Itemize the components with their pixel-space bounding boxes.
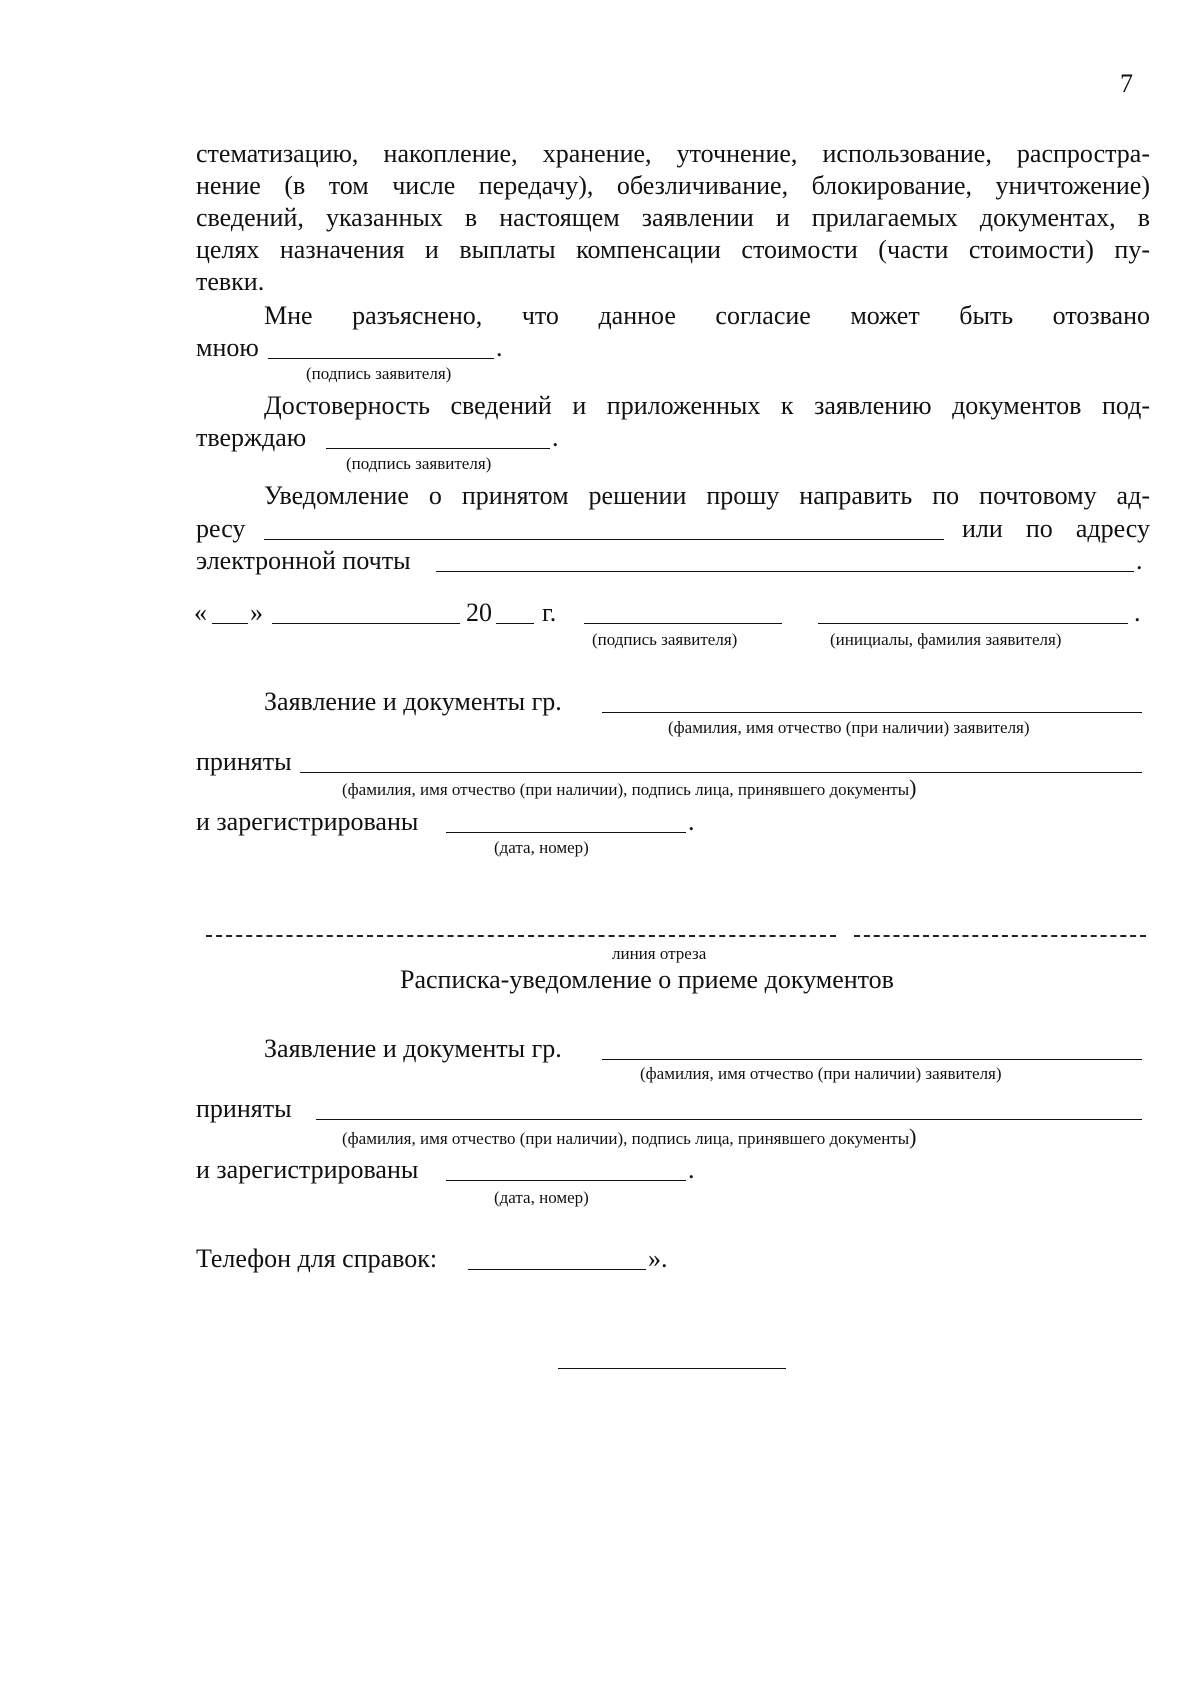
top-registered-period: . <box>688 807 695 836</box>
confirm-signature-field[interactable] <box>326 448 550 449</box>
bottom-registered-label: и зарегистрированы <box>196 1155 419 1184</box>
consent-line-1: стематизацию, накопление, хранение, уточнение, использование, распростра- <box>196 139 1150 168</box>
date-signature-field[interactable] <box>584 623 782 624</box>
top-registered-label: и зарегистрированы <box>196 807 419 836</box>
confirm-signature-caption: (подпись заявителя) <box>346 454 492 473</box>
bottom-date-caption: (дата, номер) <box>494 1188 589 1207</box>
notice-email-prefix: электронной почты <box>196 546 411 575</box>
cut-line-left <box>206 935 836 937</box>
revoke-line-1: Мне разъяснено, что данное согласие может быть отозвано <box>264 301 1150 330</box>
phone-label: Телефон для справок: <box>196 1244 438 1273</box>
receipt-title: Расписка-уведомление о приеме документов <box>400 965 894 994</box>
revoke-prefix: мною <box>196 333 259 362</box>
top-docs-label: Заявление и документы гр. <box>264 687 562 716</box>
confirm-prefix: тверждаю <box>196 423 307 452</box>
closing-rule <box>558 1368 786 1369</box>
top-applicant-field[interactable] <box>602 712 1142 713</box>
revoke-signature-field[interactable] <box>268 358 494 359</box>
revoke-period: . <box>496 333 503 362</box>
bottom-docs-label: Заявление и документы гр. <box>264 1034 562 1063</box>
postal-address-field[interactable] <box>264 539 944 540</box>
phone-suffix: ». <box>648 1244 668 1273</box>
bottom-registered-period: . <box>688 1155 695 1184</box>
bottom-accepted-label: приняты <box>196 1094 292 1123</box>
date-year-prefix: 20 <box>466 598 492 627</box>
phone-field[interactable] <box>468 1269 646 1270</box>
date-year-suffix: г. <box>542 598 557 627</box>
bottom-applicant-field[interactable] <box>602 1059 1142 1060</box>
top-registration-field[interactable] <box>446 832 686 833</box>
date-row-period: . <box>1134 598 1141 627</box>
confirm-period: . <box>552 423 559 452</box>
date-year-field[interactable] <box>496 623 534 624</box>
consent-line-5: тевки. <box>196 267 265 296</box>
notice-addr-suffix: или по адресу <box>962 514 1150 543</box>
consent-line-2: нение (в том числе передачу), обезличивание, блокирование, уничтожение) <box>196 171 1150 200</box>
date-day-field[interactable] <box>212 623 248 624</box>
bottom-registration-field[interactable] <box>446 1180 686 1181</box>
date-month-field[interactable] <box>272 623 460 624</box>
consent-line-4: целях назначения и выплаты компенсации стоимости (части стоимости) пу- <box>196 235 1150 264</box>
bottom-accepter-field[interactable] <box>316 1119 1142 1120</box>
cut-line-right <box>854 935 1146 937</box>
date-name-field[interactable] <box>818 623 1128 624</box>
notice-email-period: . <box>1136 546 1143 575</box>
notice-addr-prefix: ресу <box>196 514 246 543</box>
date-signature-caption: (подпись заявителя) <box>592 630 738 649</box>
date-close-quote: » <box>250 598 263 627</box>
revoke-signature-caption: (подпись заявителя) <box>306 364 452 383</box>
top-accepted-label: приняты <box>196 747 292 776</box>
cut-line-label: линия отреза <box>612 944 707 963</box>
bottom-accepter-caption: (фамилия, имя отчество (при наличии), подпись лица, принявшего документы) <box>342 1124 917 1149</box>
top-date-caption: (дата, номер) <box>494 838 589 857</box>
consent-line-3: сведений, указанных в настоящем заявлении и прилагаемых документах, в <box>196 203 1150 232</box>
date-open-quote: « <box>194 598 207 627</box>
date-name-caption: (инициалы, фамилия заявителя) <box>830 630 1062 649</box>
top-accepter-caption: (фамилия, имя отчество (при наличии), подпись лица, принявшего документы) <box>342 775 917 800</box>
email-field[interactable] <box>436 571 1134 572</box>
page-number: 7 <box>1120 69 1133 98</box>
bottom-applicant-caption: (фамилия, имя отчество (при наличии) заявителя) <box>640 1064 1002 1083</box>
top-applicant-caption: (фамилия, имя отчество (при наличии) заявителя) <box>668 718 1030 737</box>
confirm-line-1: Достоверность сведений и приложенных к заявлению документов под- <box>264 391 1150 420</box>
top-accepter-field[interactable] <box>300 772 1142 773</box>
notice-line-1: Уведомление о принятом решении прошу направить по почтовому ад- <box>264 481 1150 510</box>
